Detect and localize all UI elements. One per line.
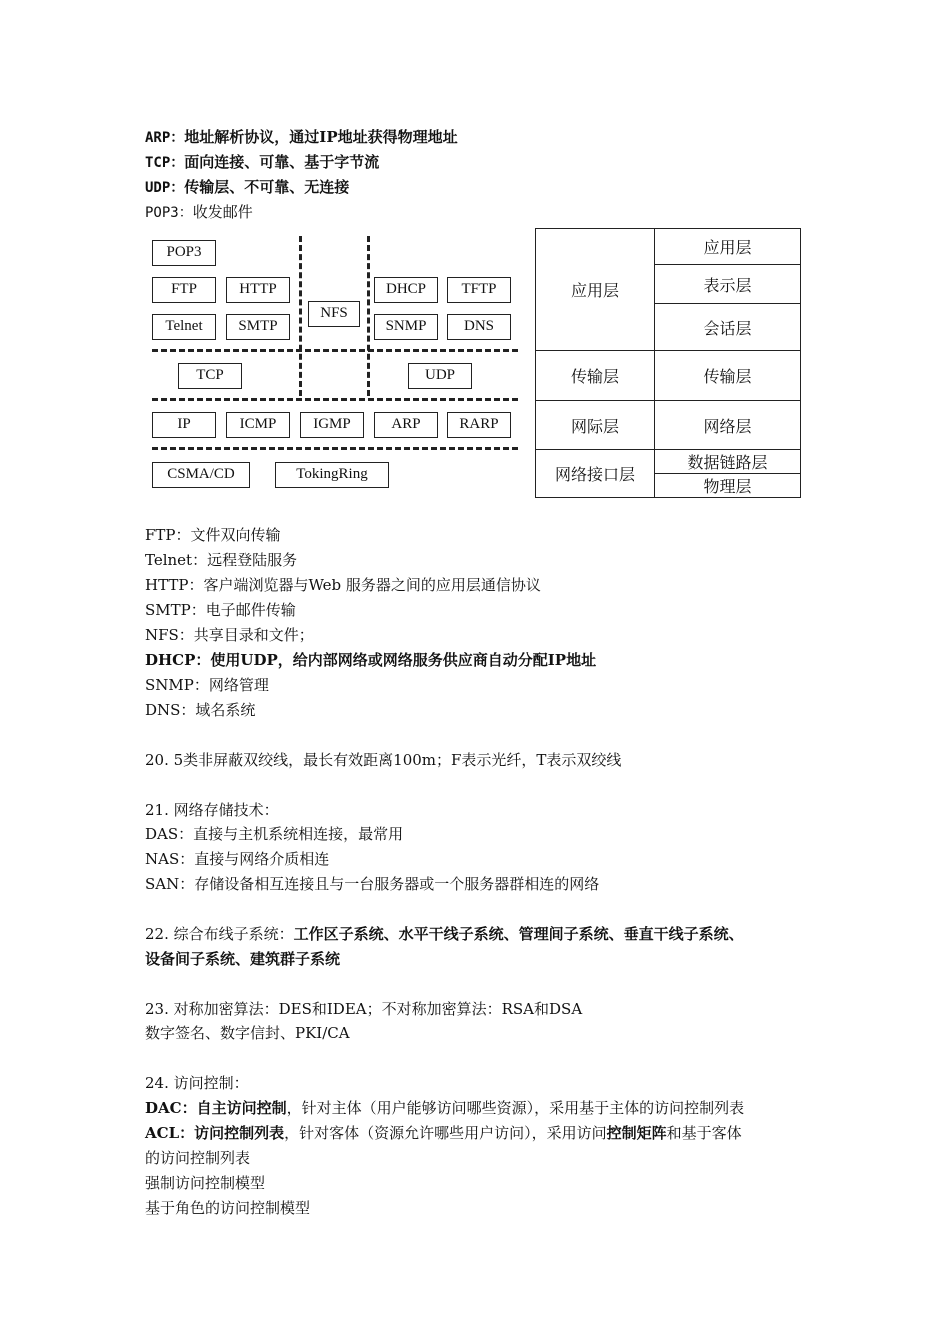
transport-internet-divider: [152, 398, 518, 401]
das-desc: DAS：直接与主机系统相连接，最常用: [145, 825, 404, 843]
dac-desc: DAC：自主访问控制，针对主体（用户能够访问哪些资源），采用基于主体的访问控制列表: [145, 1099, 745, 1117]
ftp-box: FTP: [152, 277, 216, 303]
snmp-box: SNMP: [374, 314, 438, 340]
igmp-box: IGMP: [300, 412, 364, 438]
osi-application-layer: 应用层: [654, 228, 801, 265]
osi-session-layer: 会话层: [654, 303, 801, 351]
rbac-model: 基于角色的访问控制模型: [145, 1199, 311, 1217]
tcpip-application-layer: 应用层: [535, 228, 655, 351]
nfs-box: NFS: [308, 301, 360, 327]
tftp-box: TFTP: [447, 277, 511, 303]
nfs-left-divider: [299, 236, 302, 396]
nfs-desc: NFS：共享目录和文件；: [145, 626, 314, 644]
tcpip-network-interface-layer: 网络接口层: [535, 449, 655, 498]
smtp-desc: SMTP：电子邮件传输: [145, 601, 296, 619]
app-transport-divider: [152, 349, 518, 352]
pop3-line: POP3：收发邮件: [145, 203, 253, 221]
section-24-title: 24. 访问控制：: [145, 1074, 249, 1092]
pop3-box: POP3: [152, 240, 216, 266]
dns-desc: DNS：域名系统: [145, 701, 256, 719]
dhcp-desc: DHCP：使用UDP，给内部网络或网络服务供应商自动分配IP地址: [145, 651, 597, 669]
telnet-desc: Telnet：远程登陆服务: [145, 551, 298, 569]
ip-box: IP: [152, 412, 216, 438]
tokenring-box: TokingRing: [275, 462, 389, 488]
osi-network-layer: 网络层: [654, 400, 801, 450]
san-desc: SAN：存储设备相互连接且与一台服务器或一个服务器群相连的网络: [145, 875, 600, 893]
nfs-right-divider: [367, 236, 370, 396]
ftp-desc: FTP：文件双向传输: [145, 526, 281, 544]
mac-model: 强制访问控制模型: [145, 1174, 266, 1192]
csma-box: CSMA/CD: [152, 462, 250, 488]
arp-box: ARP: [374, 412, 438, 438]
osi-physical-layer: 物理层: [654, 473, 801, 498]
nas-desc: NAS：直接与网络介质相连: [145, 850, 330, 868]
section-21-title: 21. 网络存储技术：: [145, 801, 279, 819]
section-23-line1: 23. 对称加密算法：DES和IDEA；不对称加密算法：RSA和DSA: [145, 1000, 583, 1018]
arp-line: ARP：地址解析协议，通过IP地址获得物理地址: [145, 128, 458, 146]
udp-box: UDP: [408, 363, 472, 389]
acl-desc: ACL：访问控制列表，针对客体（资源允许哪些用户访问），采用访问控制矩阵和基于客体: [145, 1124, 742, 1142]
osi-datalink-layer: 数据链路层: [654, 449, 801, 474]
internet-link-divider: [152, 447, 518, 450]
icmp-box: ICMP: [226, 412, 290, 438]
tcp-box: TCP: [178, 363, 242, 389]
tcpip-transport-layer: 传输层: [535, 350, 655, 401]
http-box: HTTP: [226, 277, 290, 303]
http-desc: HTTP：客户端浏览器与Web 服务器之间的应用层通信协议: [145, 576, 541, 594]
tcp-line: TCP：面向连接、可靠、基于字节流: [145, 153, 380, 171]
layer-comparison-table: [535, 228, 801, 498]
section-22-line1: 22. 综合布线子系统：工作区子系统、水平干线子系统、管理间子系统、垂直干线子系统、: [145, 925, 744, 943]
udp-line: UDP：传输层、不可靠、无连接: [145, 178, 350, 196]
section-23-line2: 数字签名、数字信封、PKI/CA: [145, 1024, 350, 1042]
section-20: 20. 5类非屏蔽双绞线，最长有效距离100m；F表示光纤，T表示双绞线: [145, 751, 622, 769]
tcpip-internet-layer: 网际层: [535, 400, 655, 450]
smtp-box: SMTP: [226, 314, 290, 340]
dhcp-box: DHCP: [374, 277, 438, 303]
snmp-desc: SNMP：网络管理: [145, 676, 269, 694]
acl-desc-cont: 的访问控制列表: [145, 1149, 251, 1167]
protocol-stack-diagram: [145, 228, 525, 498]
osi-transport-layer: 传输层: [654, 350, 801, 401]
telnet-box: Telnet: [152, 314, 216, 340]
section-22-line2: 设备间子系统、建筑群子系统: [145, 950, 341, 968]
rarp-box: RARP: [447, 412, 511, 438]
osi-presentation-layer: 表示层: [654, 264, 801, 304]
dns-box: DNS: [447, 314, 511, 340]
